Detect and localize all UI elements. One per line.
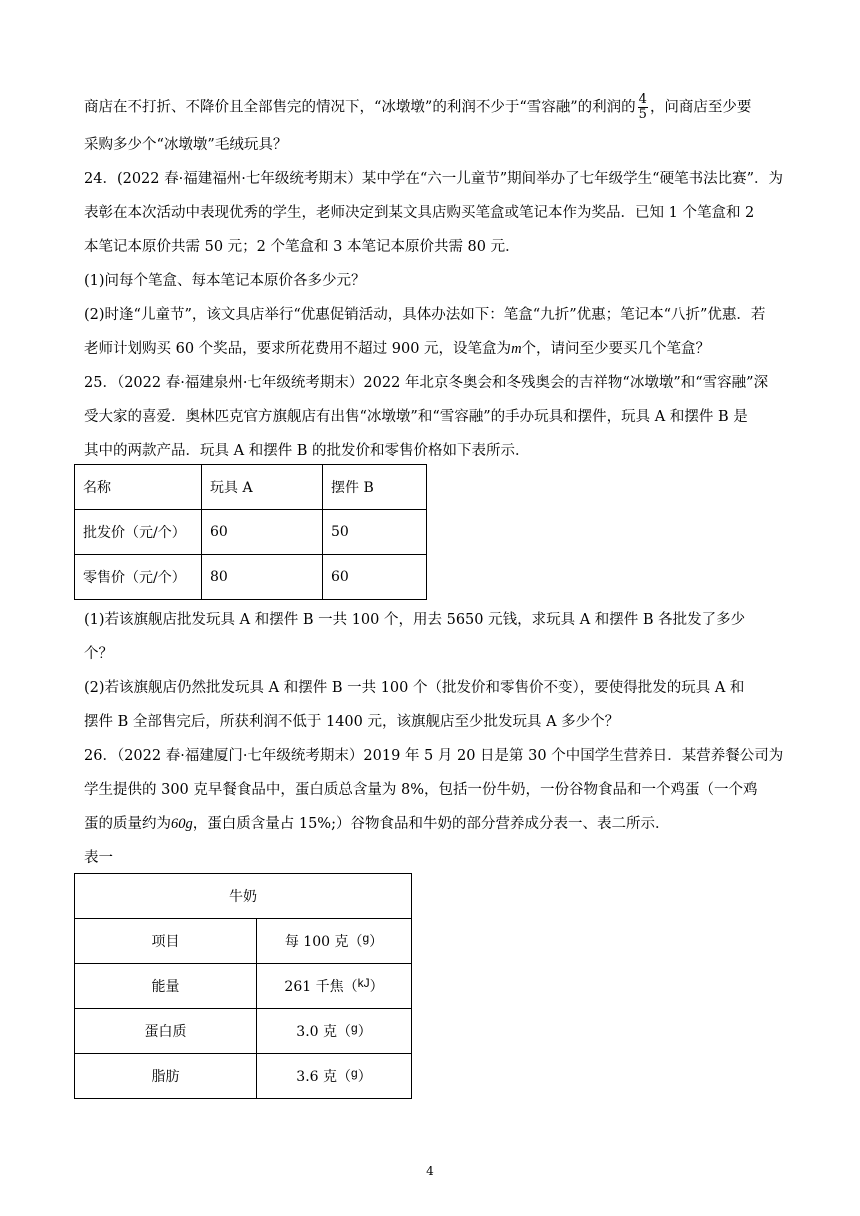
question-25-part-1: (1)若该旗舰店批发玩具 A 和摆件 B 一共 100 个，用去 5650 元钱，求玩具 A 和摆件 B 各批发了多少 bbox=[84, 612, 746, 628]
question-24-line: 本笔记本原价共需 50 元；2 个笔盒和 3 本笔记本原价共需 80 元． bbox=[84, 239, 520, 255]
table-header-cell: 玩具 A bbox=[202, 465, 323, 510]
table-row bbox=[75, 1054, 412, 1099]
question-25-line: 25．（2022 春·福建泉州·七年级统考期末）2022 年北京冬奥会和冬残奥会的吉祥物“冰墩墩”和“雪容融”深 bbox=[84, 375, 769, 391]
table-row bbox=[75, 510, 427, 555]
fraction-denominator: 5 bbox=[638, 107, 647, 122]
table-header-cell: 名称 bbox=[75, 465, 202, 510]
price-table bbox=[74, 464, 427, 600]
table-cell bbox=[257, 1054, 412, 1099]
milk-nutrition-table bbox=[74, 873, 412, 1099]
text: 个，请问至少要买几个笔盒？ bbox=[521, 341, 711, 357]
question-25-line: 受大家的喜爱．奥林匹克官方旗舰店有出售“冰墩墩”和“雪容融”的手办玩具和摆件，玩具 A 和摆件 B 是 bbox=[84, 409, 748, 425]
table-row bbox=[75, 919, 412, 964]
value: 3.6 克（ bbox=[296, 1069, 352, 1085]
question-26-line: 学生提供的 300 克早餐食品中，蛋白质总含量为 8%，包括一份牛奶，一份谷物食品和一个鸡蛋（一个鸡 bbox=[84, 782, 758, 798]
table-cell: 80 bbox=[202, 555, 323, 600]
unit: kJ bbox=[357, 976, 370, 990]
question-26-line: 26．（2022 春·福建厦门·七年级统考期末）2019 年 5 月 20 日是第 30 个中国学生营养日．某营养餐公司为 bbox=[84, 748, 784, 764]
table-cell bbox=[257, 1009, 412, 1054]
unit: g bbox=[351, 1021, 358, 1035]
table-title-cell: 牛奶 bbox=[75, 874, 412, 919]
variable: m bbox=[511, 341, 522, 357]
question-26-line bbox=[84, 814, 669, 834]
question-25-line: 摆件 B 全部售完后，所获利润不低于 1400 元，该旗舰店至少批发玩具 A 多少个？ bbox=[84, 714, 620, 730]
text-line: 采购多少个“冰墩墩”毛绒玩具？ bbox=[84, 137, 288, 153]
paren: ） bbox=[369, 934, 384, 950]
question-25-line: 其中的两款产品．玩具 A 和摆件 B 的批发价和零售价格如下表所示． bbox=[84, 443, 530, 459]
question-24-line: 表彰在本次活动中表现优秀的学生，老师决定到某文具店购买笔盒或笔记本作为奖品．已知 1 个笔盒和 2 bbox=[84, 205, 755, 221]
text: 蛋的质量约为 bbox=[84, 816, 171, 832]
table-row bbox=[75, 1009, 412, 1054]
table-row bbox=[75, 465, 427, 510]
text: ，蛋白质含量占 15%;）谷物食品和牛奶的部分营养成分表一、表二所示． bbox=[192, 816, 670, 832]
question-24-part-2: (2)时逢“儿童节”，该文具店举行“优惠促销活动，具体办法如下：笔盒“九折”优惠；笔记本“八折”优惠．若 bbox=[84, 307, 766, 323]
table-cell: 蛋白质 bbox=[75, 1009, 257, 1054]
table-cell: 60 bbox=[323, 555, 427, 600]
value: 261 千焦（ bbox=[284, 979, 358, 995]
value: 3.0 克（ bbox=[296, 1024, 352, 1040]
table-cell bbox=[257, 919, 412, 964]
value: 每 100 克（ bbox=[284, 934, 363, 950]
text-line bbox=[84, 93, 751, 122]
unit: g bbox=[351, 1066, 358, 1080]
page-number: 4 bbox=[426, 1164, 434, 1178]
table-cell: 项目 bbox=[75, 919, 257, 964]
fraction bbox=[638, 93, 648, 122]
table-cell: 脂肪 bbox=[75, 1054, 257, 1099]
paren: ） bbox=[357, 1024, 372, 1040]
table-cell: 批发价（元/个） bbox=[75, 510, 202, 555]
table-caption: 表一 bbox=[84, 850, 113, 866]
table-cell: 60 bbox=[202, 510, 323, 555]
question-24-part-1: (1)问每个笔盒、每本笔记本原价各多少元？ bbox=[84, 273, 366, 289]
paren: ） bbox=[357, 1069, 372, 1085]
table-header-cell: 摆件 B bbox=[323, 465, 427, 510]
table-cell bbox=[257, 964, 412, 1009]
text: ，问商店至少要 bbox=[649, 99, 752, 116]
text: 老师计划购买 60 个奖品，要求所花费用不超过 900 元，设笔盒为 bbox=[84, 341, 512, 357]
table-row bbox=[75, 964, 412, 1009]
variable: 60g bbox=[171, 816, 193, 832]
table-row bbox=[75, 555, 427, 600]
question-24-line: 24．(2022 春·福建福州·七年级统考期末）某中学在“六一儿童节”期间举办了七年级学生“硬笔书法比赛”．为 bbox=[84, 171, 783, 187]
question-25-line: 个？ bbox=[84, 646, 113, 662]
table-cell: 零售价（元/个） bbox=[75, 555, 202, 600]
table-row bbox=[75, 874, 412, 919]
question-25-part-2: (2)若该旗舰店仍然批发玩具 A 和摆件 B 一共 100 个（批发价和零售价不变），要使得批发的玩具 A 和 bbox=[84, 680, 745, 696]
table-cell: 能量 bbox=[75, 964, 257, 1009]
unit: g bbox=[362, 931, 370, 945]
text: 商店在不打折、不降价且全部售完的情况下，“冰墩墩”的利润不少于“雪容融”的利润的 bbox=[84, 99, 636, 116]
table-cell: 50 bbox=[323, 510, 427, 555]
question-24-line bbox=[84, 339, 710, 359]
fraction-numerator: 4 bbox=[638, 92, 647, 107]
paren: ） bbox=[369, 979, 384, 995]
